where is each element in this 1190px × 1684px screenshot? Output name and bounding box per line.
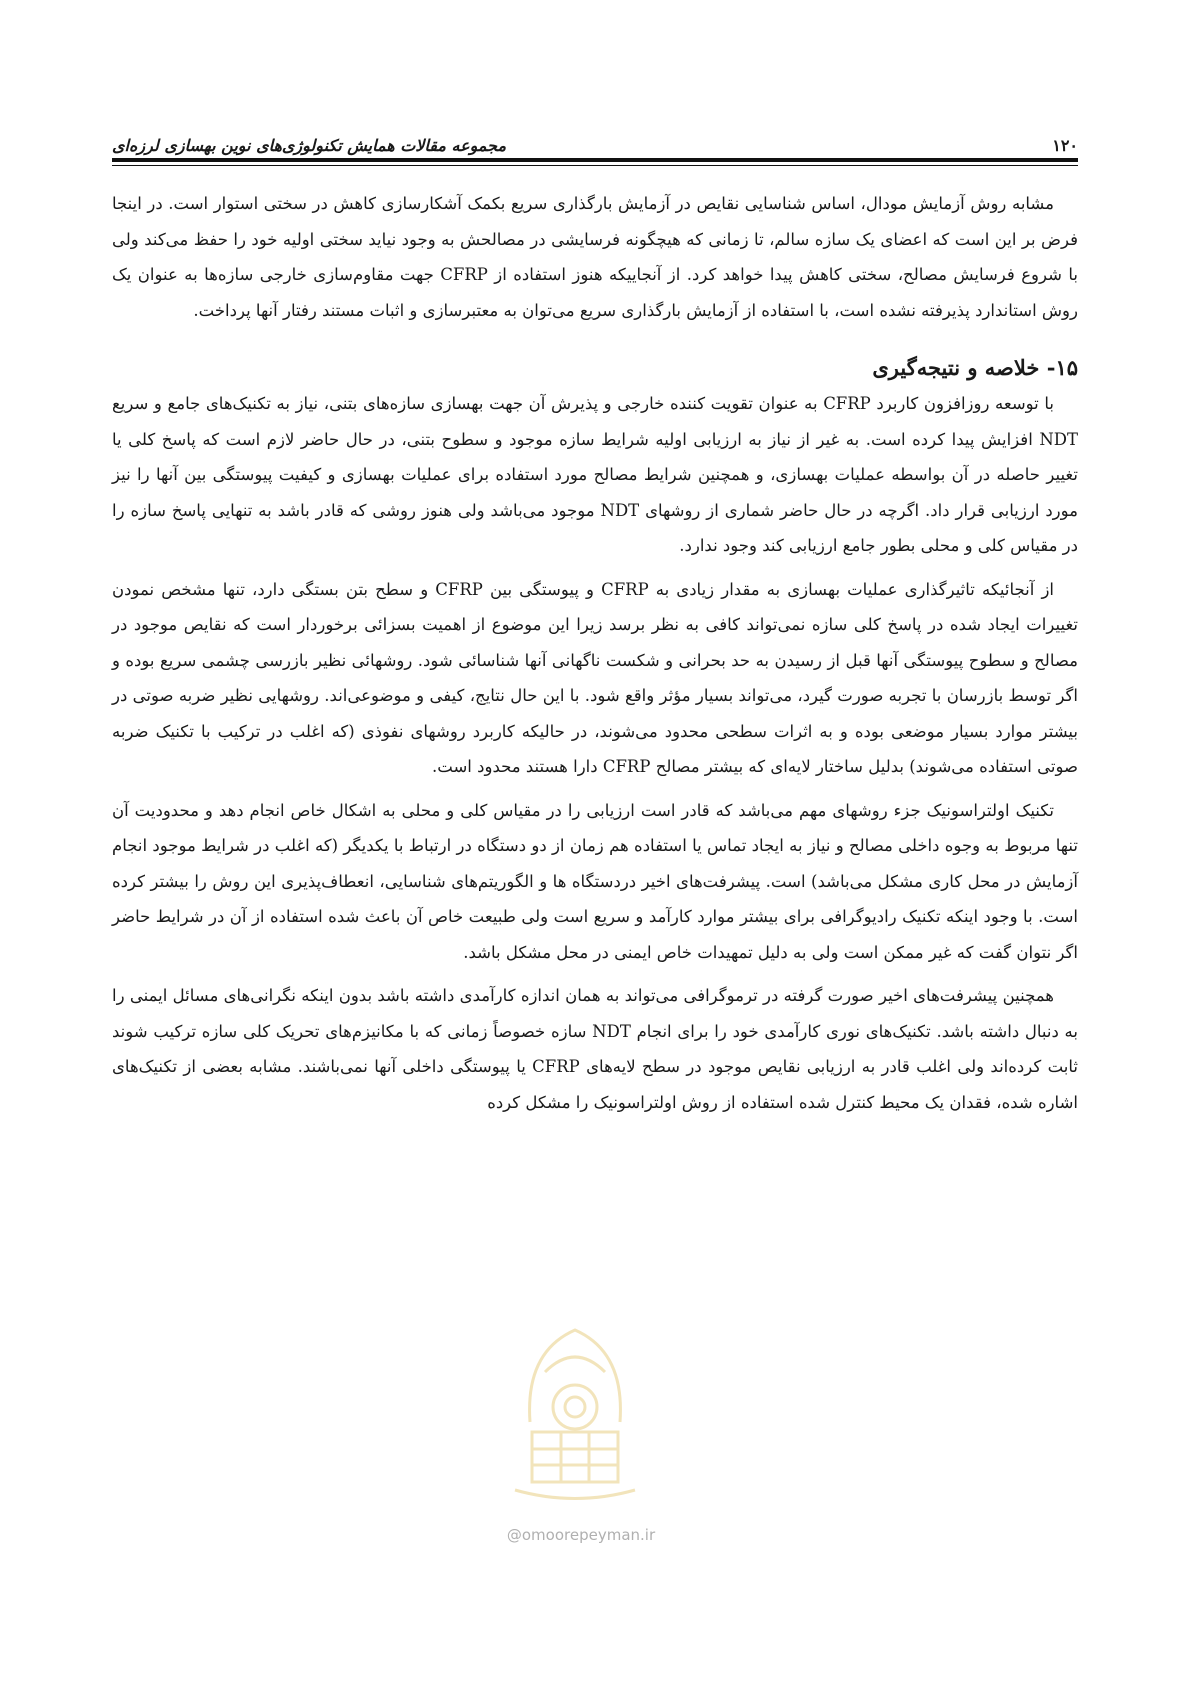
section-paragraph-2: از آنجائیکه تاثیرگذاری عملیات بهسازی به مقدار زیادی به CFRP و پیوستگی بین CFRP و سطح بتن بستگی دارد، تنها مشخص نمودن تغییرات ایجاد شده در پاسخ کلی سازه نمی‌تواند کافی به نظر برسد زیرا این موضوع از اهمیت بسزائی برخوردار است که نقایص موجود در مصالح و سطوح پیوستگی آنها قبل از رسیدن به حد بحرانی و شکست ناگهانی آنها شناسائی شود. روشهائی نظیر بازرسی چشمی سریع بوده و اگر توسط بازرسان با تجربه صورت گیرد، می‌تواند بسیار مؤثر واقع شود. با این حال نتایج، کیفی و موضوعی‌اند. روشهایی نظیر ضربه صوتی در بیشتر موارد بسیار موضعی بوده و به اثرات سطحی محدود می‌شوند، در حالیکه کاربرد روشهای نفوذی (که اغلب در ترکیب با تکنیک ضربه صوتی استفاده می‌شوند) بدلیل ساختار لایه‌ای که بیشتر مصالح CFRP دارا هستند محدود است. (112, 579, 1078, 776)
section-paragraph-3: تکنیک اولتراسونیک جزء روشهای مهم می‌باشد که قادر است ارزیابی را در مقیاس کلی و محلی به اشکال خاص انجام دهد و محدودیت آن تنها مربوط به وجوه داخلی مصالح و نیاز به ایجاد تماس یا استفاده هم زمان از دو دستگاه در ارتباط با یکدیگر (که اغلب در شرایط موجود انجام آزمایش در محل کاری مشکل می‌باشد) است. پیشرفت‌های اخیر دردستگاه ها و الگوریتم‌های شناسایی، انعطاف‌پذیری این روش را بیشتر کرده است. با وجود اینکه تکنیک رادیوگرافی برای بیشتر موارد کارآمد و سریع است ولی طبیعت خاص آن باعث شده استفاده از آن در شرایط حاضر اگر نتوان گفت که غیر ممکن است ولی به دلیل تمهیدات خاص ایمنی در محل مشکل باشد. (112, 800, 1078, 962)
page-number: ۱۲۰ (1052, 136, 1078, 155)
header-rule (112, 158, 1078, 162)
header-rule-thin (112, 165, 1078, 166)
journal-title: مجموعه مقالات همایش تکنولوژی‌های نوین بهسازی لرزه‌ای (112, 136, 507, 155)
watermark-logo-icon (500, 1312, 650, 1502)
section-paragraph-4: همچنین پیشرفت‌های اخیر صورت گرفته در ترموگرافی می‌تواند به همان اندازه کارآمدی داشته باشد بدون اینکه نگرانی‌های مسائل ایمنی را به دنبال داشته باشد. تکنیک‌های نوری کارآمدی خود را برای انجام NDT سازه خصوصاً زمانی که با مکانیزم‌های تحریک کلی سازه ترکیب شوند ثابت کرده‌اند ولی اغلب قادر به ارزیابی نقایص موجود در سطح لایه‌های CFRP یا پیوستگی داخلی آنها نمی‌باشند. مشابه بعضی از تکنیک‌های اشاره شده، فقدان یک محیط کنترل شده استفاده از روش اولتراسونیک را مشکل کرده (112, 986, 1078, 1112)
section-heading: ۱۵- خلاصه و نتیجه‌گیری (872, 355, 1078, 380)
section-paragraph-1: با توسعه روزافزون کاربرد CFRP به عنوان تقویت کننده خارجی و پذیرش آن جهت بهسازی سازه‌های بتنی، نیاز به تکنیک‌های جامع و سریع NDT افزایش پیدا کرده است. به غیر از نیاز به ارزیابی اولیه شرایط سازه موجود و سطوح بتنی، در حال حاضر لازم است که پاسخ کلی یا تغییر حاصله در آن بواسطه عملیات بهسازی، و همچنین شرایط مصالح مورد استفاده برای عملیات بهسازی و کیفیت پیوستگی بین آنها را نیز مورد ارزیابی قرار داد. اگرچه در حال حاضر شماری از روشهای NDT موجود می‌باشد ولی هنوز روشی که قادر باشد به تنهایی پاسخ سازه را در مقیاس کلی و محلی بطور جامع ارزیابی کند وجود ندارد. (112, 394, 1078, 555)
intro-paragraph: مشابه روش آزمایش مودال، اساس شناسایی نقایص در آزمایش بارگذاری سریع بکمک آشکارسازی کاهش در سختی استوار است. در اینجا فرض بر این است که اعضای یک سازه سالم، تا زمانی که هیچگونه فرسایشی در مصالحش به وجود نیاید سختی اولیه خود را حفظ می‌کند ولی با شروع فرسایش مصالح، سختی کاهش پیدا خواهد کرد. از آنجاییکه هنوز استفاده از CFRP جهت مقاوم‌سازی خارجی سازه‌ها به عنوان یک روش استاندارد پذیرفته نشده است، با استفاده از آزمایش بارگذاری سریع می‌توان به معتبرسازی و اثبات مستند رفتار آنها پرداخت. (112, 194, 1079, 320)
article-body (112, 186, 1078, 1128)
watermark-text: @omoorepeyman.ir (506, 1526, 656, 1544)
page-header (112, 128, 1078, 158)
